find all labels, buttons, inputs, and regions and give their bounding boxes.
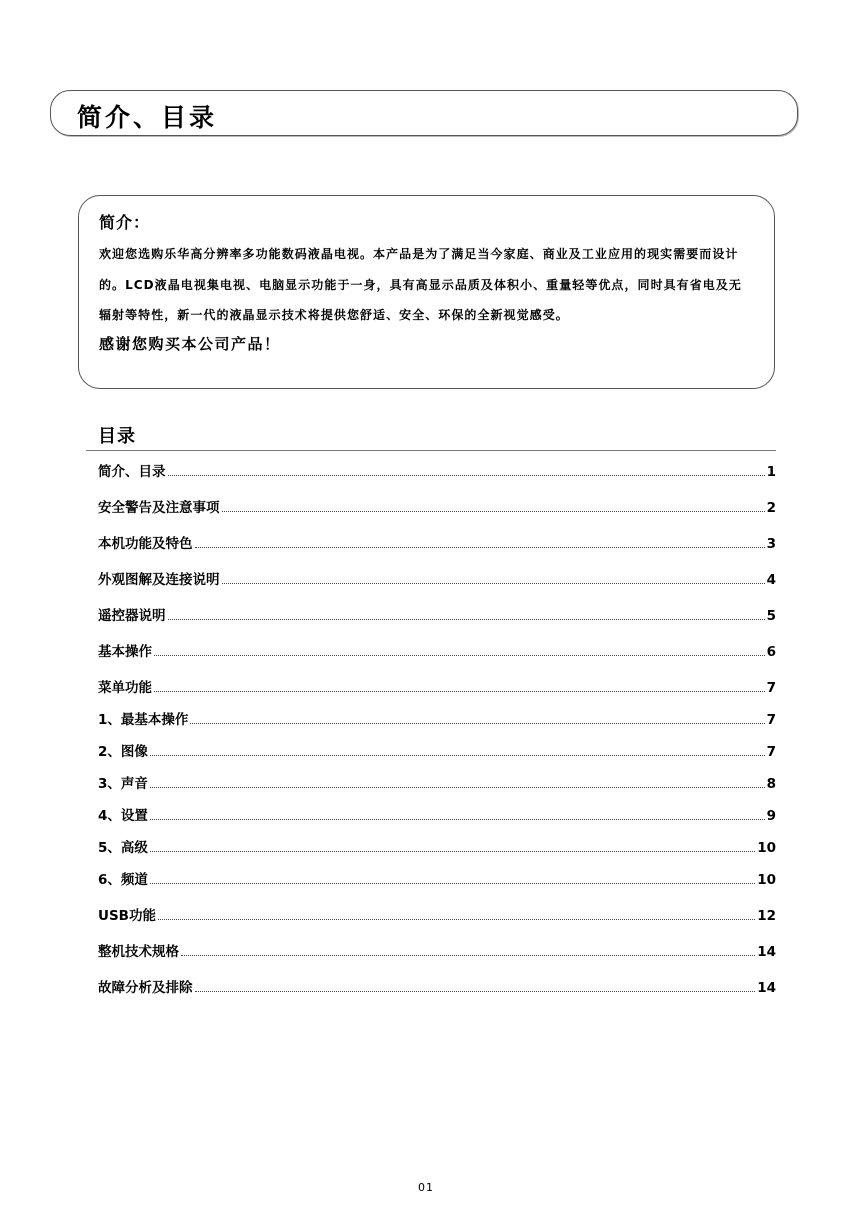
toc-leader-dots: [222, 510, 765, 512]
intro-heading: 简介：: [99, 213, 151, 232]
toc-entry-label: 1、最基本操作: [98, 712, 189, 728]
toc-entry-label: 安全警告及注意事项: [98, 500, 220, 516]
toc-entry-label: 简介、目录: [98, 464, 166, 480]
toc-entry-page: 1: [766, 464, 776, 480]
toc-entry-page: 7: [766, 712, 776, 728]
toc-entry[interactable]: [98, 868, 776, 888]
toc-entry-page: 2: [766, 500, 776, 516]
toc-leader-dots: [150, 754, 765, 756]
toc-entry[interactable]: [98, 496, 776, 516]
toc-entry-label: 整机技术规格: [98, 944, 179, 960]
toc-entry[interactable]: [98, 940, 776, 960]
toc-entry-page: 3: [766, 536, 776, 552]
toc-entry-label: 6、频道: [98, 872, 148, 888]
toc-leader-dots: [150, 850, 755, 852]
toc-entry-page: 5: [766, 608, 776, 624]
toc-entry-label: 2、图像: [98, 744, 148, 760]
toc-entry[interactable]: [98, 836, 776, 856]
toc-entry[interactable]: [98, 804, 776, 824]
intro-thanks: 感谢您购买本公司产品！: [99, 334, 281, 353]
page-number: 01: [418, 1181, 434, 1194]
toc-entry-label: 故障分析及排除: [98, 980, 193, 996]
toc-entry-page: 10: [757, 840, 776, 856]
toc-entry[interactable]: [98, 460, 776, 480]
toc-leader-dots: [150, 818, 765, 820]
toc-leader-dots: [195, 546, 765, 548]
toc-entry-page: 14: [757, 944, 776, 960]
toc-entry-label: USB功能: [98, 908, 156, 924]
toc-entry[interactable]: [98, 904, 776, 924]
toc-entry-label: 菜单功能: [98, 680, 152, 696]
toc-entry[interactable]: [98, 740, 776, 760]
toc-entry[interactable]: [98, 676, 776, 696]
intro-box: [78, 195, 775, 389]
toc-leader-dots: [150, 882, 755, 884]
toc-entry-page: 4: [766, 572, 776, 588]
toc-leader-dots: [195, 990, 756, 992]
toc-entry[interactable]: [98, 772, 776, 792]
toc-entry-label: 3、声音: [98, 776, 148, 792]
toc-entry[interactable]: [98, 708, 776, 728]
toc-entry[interactable]: [98, 532, 776, 552]
page-title: 简介、目录: [77, 103, 218, 132]
toc-leader-dots: [222, 582, 765, 584]
toc-divider: [86, 450, 776, 451]
toc-entry-label: 4、设置: [98, 808, 148, 824]
toc-entry-label: 本机功能及特色: [98, 536, 193, 552]
toc-entry-page: 8: [766, 776, 776, 792]
toc-entry[interactable]: [98, 640, 776, 660]
toc-leader-dots: [190, 722, 764, 724]
toc-entry[interactable]: [98, 976, 776, 996]
toc-entry-label: 遥控器说明: [98, 608, 166, 624]
toc-leader-dots: [158, 918, 755, 920]
toc-entry-label: 基本操作: [98, 644, 152, 660]
toc-leader-dots: [150, 786, 765, 788]
toc-leader-dots: [168, 618, 765, 620]
toc-entry-label: 外观图解及连接说明: [98, 572, 220, 588]
toc-entry-label: 5、高级: [98, 840, 148, 856]
toc-entry-page: 12: [757, 908, 776, 924]
toc-entry[interactable]: [98, 568, 776, 588]
section-title-box: [50, 90, 798, 136]
toc-leader-dots: [181, 954, 755, 956]
toc-entry-page: 6: [766, 644, 776, 660]
intro-paragraph: 欢迎您选购乐华高分辨率多功能数码液晶电视。本产品是为了满足当今家庭、商业及工业应用的现实需要而设计的。LCD液晶电视集电视、电脑显示功能于一身，具有高显示品质及体积小、重量轻等优点，同时具有省电及无辐射等特性，新一代的液晶显示技术将提供您舒适、安全、环保的全新视觉感受。: [99, 247, 742, 322]
toc-leader-dots: [154, 690, 765, 692]
toc-leader-dots: [154, 654, 765, 656]
toc-entry[interactable]: [98, 604, 776, 624]
toc-entry-page: 7: [766, 744, 776, 760]
toc-entry-page: 10: [757, 872, 776, 888]
toc-heading: 目录: [98, 426, 136, 447]
toc-entry-page: 14: [757, 980, 776, 996]
toc-entry-page: 7: [766, 680, 776, 696]
toc-entry-page: 9: [766, 808, 776, 824]
toc-leader-dots: [168, 474, 765, 476]
